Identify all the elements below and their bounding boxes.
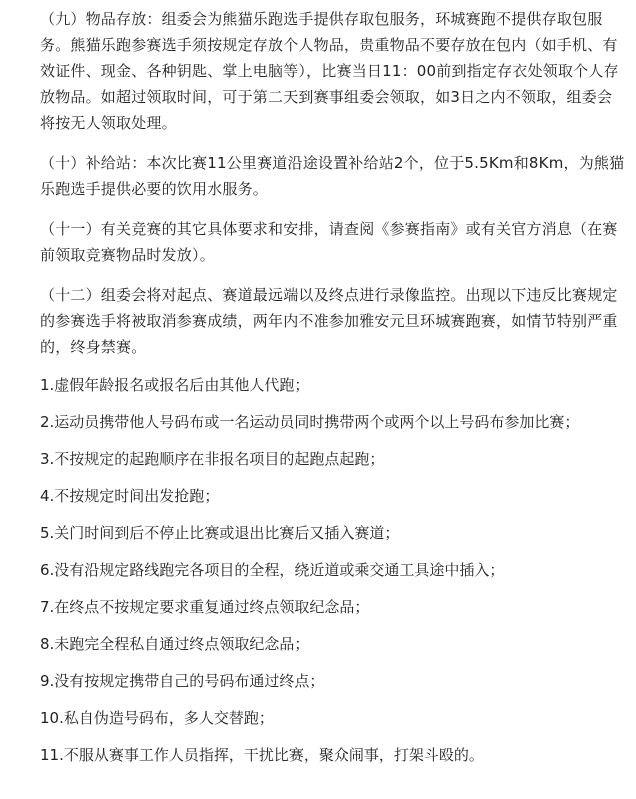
list-item: 3.不按规定的起跑顺序在非报名项目的起跑点起跑； <box>40 450 385 468</box>
list-item: 6.没有沿规定路线跑完各项目的全程，绕近道或乘交通工具途中插入； <box>40 561 505 579</box>
document-body <box>40 6 625 768</box>
paragraph-supply-station: （十）补给站：本次比赛11公里赛道沿途设置补给站2个，位于5.5Km和8Km，为熊猫乐跑选手提供必要的饮用水服务。 <box>40 154 625 198</box>
list-item: 10.私自伪造号码布，多人交替跑； <box>40 709 274 727</box>
paragraph-monitoring: （十二）组委会将对起点、赛道最远端以及终点进行录像监控。出现以下违反比赛规定的参赛选手将被取消参赛成绩，两年内不准参加雅安元旦环城赛跑赛，如情节特别严重的，终身禁赛。 <box>40 286 618 356</box>
list-item: 5.关门时间到后不停止比赛或退出比赛后又插入赛道； <box>40 524 400 542</box>
paragraph-item-storage: （九）物品存放：组委会为熊猫乐跑选手提供存取包服务，环城赛跑不提供存取包服务。熊猫乐跑参赛选手须按规定存放个人物品，贵重物品不要存放在包内（如手机、有效证件、现金、各种钥匙、掌上电脑等），比赛当日11：00前到指定存衣处领取个人存放物品。如超过领取时间，可于第二天到赛事组委会领取，如3日之内不领取，组委会将按无人领取处理。 <box>40 10 619 132</box>
paragraph-other-requirements: （十一）有关竞赛的其它具体要求和安排，请查阅《参赛指南》或有关官方消息（在赛前领取竞赛物品时发放）。 <box>40 220 618 264</box>
list-item: 9.没有按规定携带自己的号码布通过终点； <box>40 672 325 690</box>
list-item: 4.不按规定时间出发抢跑； <box>40 487 220 505</box>
list-item: 7.在终点不按规定要求重复通过终点领取纪念品； <box>40 598 370 616</box>
list-item: 1.虚假年龄报名或报名后由其他人代跑； <box>40 376 310 394</box>
rules-list <box>40 372 625 768</box>
list-item: 2.运动员携带他人号码布或一名运动员同时携带两个或两个以上号码布参加比赛； <box>40 413 580 431</box>
list-item: 8.未跑完全程私自通过终点领取纪念品； <box>40 635 310 653</box>
list-item: 11.不服从赛事工作人员指挥，干扰比赛，聚众闹事，打架斗殴的。 <box>40 746 484 764</box>
